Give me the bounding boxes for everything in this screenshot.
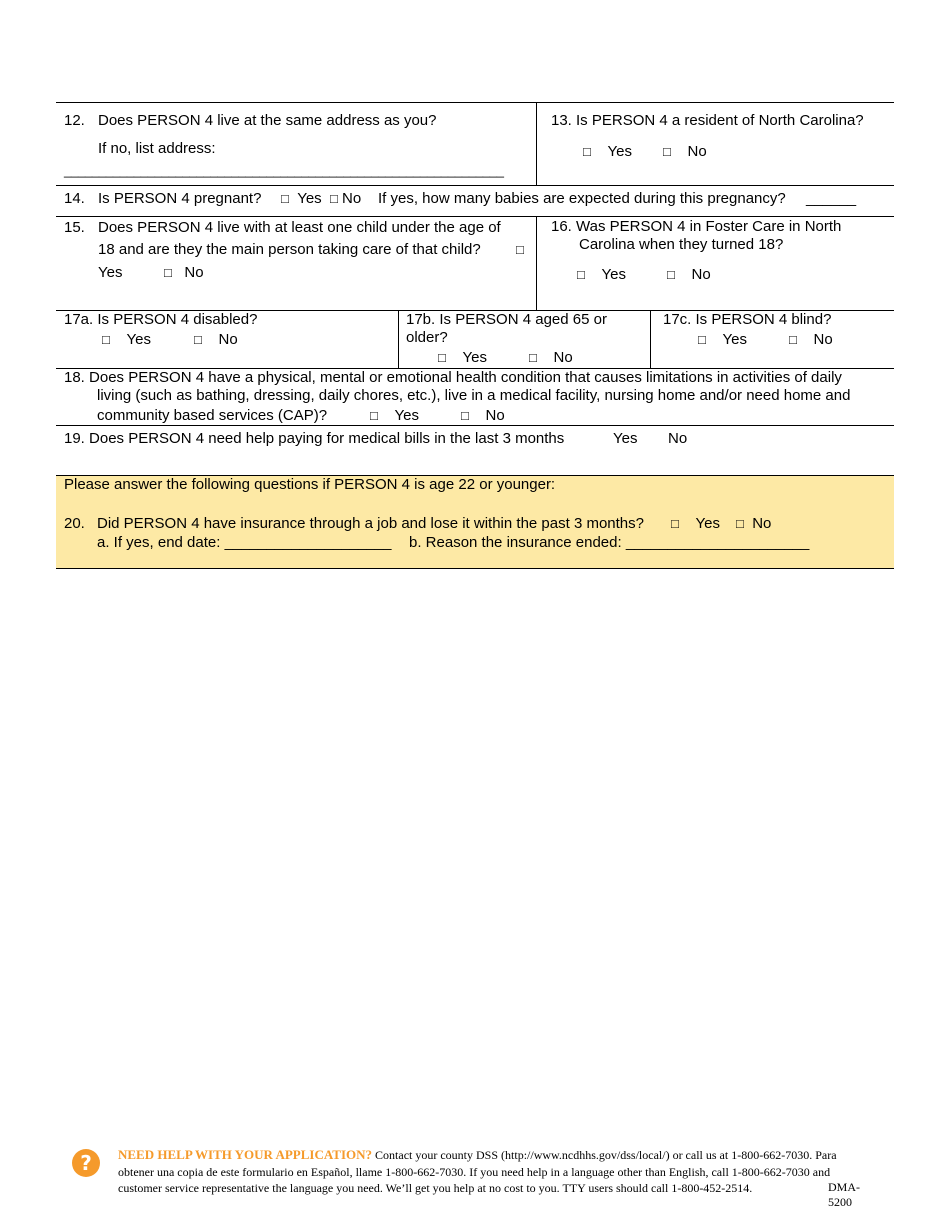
rule-q14-top [56,185,894,186]
divider-q12-q13 [536,102,537,185]
q20-reason-field[interactable]: b. Reason the insurance ended: ______________________ [409,534,810,551]
q18-yes-checkbox[interactable]: □ [370,408,378,423]
q19-yes-option[interactable]: Yes [613,430,638,447]
q17b-no-label: No [553,349,573,366]
q15-question-line1: Does PERSON 4 live with at least one child under the age of [98,219,501,236]
form-number-line1: DMA- [828,1180,860,1194]
divider-q17a-q17b [398,310,399,368]
q14-no-label: No [342,190,362,207]
q18-question-line2: living (such as bathing, dressing, daily chores, etc.), live in a medical facility, nursing home and/or need home and [97,387,851,404]
q17c-yes-option[interactable] [698,331,747,348]
q15-yes-checkbox[interactable]: □ [516,242,524,257]
q15-question-line2: 18 and are they the main person taking care of that child? [98,241,481,258]
q13-question: 13. Is PERSON 4 a resident of North Carolina? [551,112,864,129]
q14-question: Is PERSON 4 pregnant? [98,190,262,207]
help-line1: Contact your county DSS (http://www.ncdhhs.gov/dss/local/) or call us at 1-800-662-7030. Para [375,1148,837,1162]
q17a-yes-checkbox[interactable]: □ [102,332,110,347]
q17a-no-label: No [218,331,238,348]
q14-no-option[interactable] [330,190,361,207]
q15-no-checkbox[interactable]: □ [164,265,172,280]
q17b-yes-option[interactable] [438,349,487,366]
q18-no-label: No [485,407,505,424]
q13-yes-label: Yes [607,143,633,160]
q18-no-checkbox[interactable]: □ [461,408,469,423]
q12-number: 12. [64,112,85,129]
question-mark-icon: ? [72,1149,100,1177]
q13-no-option[interactable] [663,143,707,160]
help-footer [118,1147,878,1197]
q15-no-label: No [184,264,204,281]
q13-no-checkbox[interactable]: □ [663,144,671,159]
q17a-no-checkbox[interactable]: □ [194,332,202,347]
q19-question: 19. Does PERSON 4 need help paying for medical bills in the last 3 months [64,430,565,447]
q20-number: 20. [64,515,85,532]
form-number [828,1180,860,1210]
q20-end-date-field[interactable]: a. If yes, end date: ____________________ [97,534,392,551]
q13-no-label: No [687,143,707,160]
q16-no-option[interactable] [667,266,711,283]
q18-question-line3: community based services (CAP)? [97,407,328,424]
q16-yes-label: Yes [601,266,627,283]
q20-yes-label: Yes [695,515,721,532]
q12-address-label: If no, list address: [98,140,216,157]
q17a-no-option[interactable] [194,331,238,348]
rule-section-bottom [56,568,894,569]
form-number-line2: 5200 [828,1195,852,1209]
rule-q19-top [56,425,894,426]
q17c-no-option[interactable] [789,331,833,348]
rule-q15-top [56,216,894,217]
help-line2: obtener una copia de este formulario en Español, llame 1-800-662-7030. If you need help in a language other than English, call 1-800-662-7030 and [118,1164,831,1179]
q20-no-checkbox[interactable]: □ [736,516,744,531]
q12-address-input[interactable]: _______________________________________________________________ [64,163,504,178]
q14-babies-input[interactable]: ______ [806,190,857,207]
q14-yes-checkbox[interactable]: □ [281,191,289,206]
q17b-no-checkbox[interactable]: □ [529,350,537,365]
q12-question: Does PERSON 4 live at the same address as you? [98,112,437,129]
divider-q15-q16 [536,216,537,310]
q14-yes-label: Yes [297,190,322,207]
q17c-yes-label: Yes [722,331,748,348]
q20-question: Did PERSON 4 have insurance through a job and lose it within the past 3 months? [97,515,644,532]
q15-number: 15. [64,219,85,236]
q18-no-option[interactable] [461,407,505,424]
q14-no-checkbox[interactable]: □ [330,191,338,206]
q18-yes-option[interactable] [370,407,419,424]
q17a-question: 17a. Is PERSON 4 disabled? [64,311,258,328]
q13-yes-checkbox[interactable]: □ [583,144,591,159]
q17b-question-line2: older? [406,329,448,346]
q14-followup: If yes, how many babies are expected during this pregnancy? [378,190,786,207]
q14-yes-option[interactable] [281,190,322,207]
q20-yes-option[interactable] [671,515,720,532]
rule-top [56,102,894,103]
q15-yes-label: Yes [98,264,123,281]
q19-no-option[interactable]: No [668,430,688,447]
q18-yes-label: Yes [394,407,420,424]
q20-no-option[interactable] [736,515,771,532]
help-heading: NEED HELP WITH YOUR APPLICATION? [118,1147,373,1162]
q17a-yes-label: Yes [126,331,152,348]
q17c-yes-checkbox[interactable]: □ [698,332,706,347]
q17c-question: 17c. Is PERSON 4 blind? [663,311,832,328]
q17c-no-label: No [813,331,833,348]
q18-question-line1: 18. Does PERSON 4 have a physical, mental or emotional health condition that causes limitations in activities of daily [64,369,842,386]
help-line3: customer service representative the language you need. We’ll get you help at no cost to you. TTY users should call 1-800-452-2514. [118,1181,753,1195]
divider-q17b-q17c [650,310,651,368]
q16-question-line1: 16. Was PERSON 4 in Foster Care in North [551,218,842,235]
q15-no-option[interactable] [164,264,204,281]
q16-yes-checkbox[interactable]: □ [577,267,585,282]
q17b-yes-checkbox[interactable]: □ [438,350,446,365]
q16-no-label: No [691,266,711,283]
q20-no-label: No [752,515,772,532]
q17b-yes-label: Yes [462,349,488,366]
section-intro: Please answer the following questions if PERSON 4 is age 22 or younger: [64,476,556,493]
q13-yes-option[interactable] [583,143,632,160]
q17b-question-line1: 17b. Is PERSON 4 aged 65 or [406,311,607,328]
q16-no-checkbox[interactable]: □ [667,267,675,282]
q20-yes-checkbox[interactable]: □ [671,516,679,531]
q17a-yes-option[interactable] [102,331,151,348]
q17c-no-checkbox[interactable]: □ [789,332,797,347]
q16-yes-option[interactable] [577,266,626,283]
q16-question-line2: Carolina when they turned 18? [579,236,784,253]
q14-number: 14. [64,190,85,207]
q17b-no-option[interactable] [529,349,573,366]
